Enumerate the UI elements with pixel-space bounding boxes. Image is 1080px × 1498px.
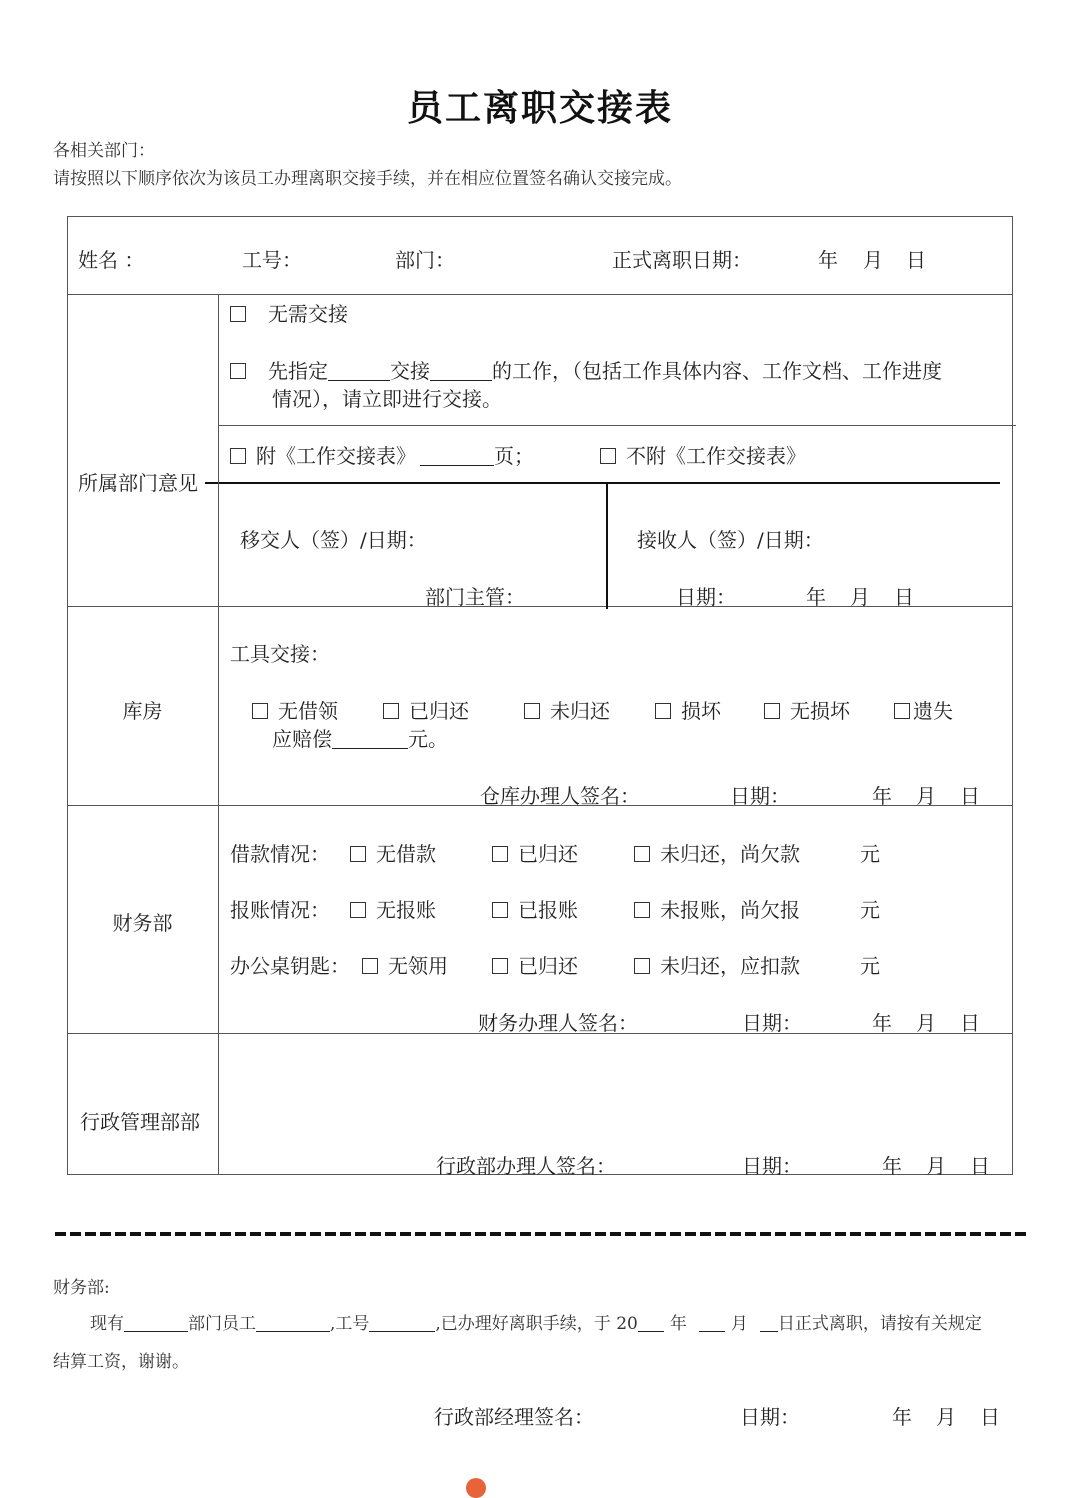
department-label: 部门： — [395, 248, 455, 272]
notice-date-label: 日期： — [740, 1405, 800, 1429]
checkbox[interactable] — [230, 363, 246, 379]
employee-id-blank[interactable] — [369, 1313, 435, 1332]
checkbox[interactable] — [524, 703, 540, 719]
warehouse-label: 库房 — [122, 699, 163, 723]
year-label: 年 — [882, 1154, 902, 1178]
option-returned[interactable]: 已归还 — [383, 695, 469, 724]
month-label: 月 — [850, 585, 870, 609]
month-label: 月 — [936, 1405, 956, 1429]
checkbox[interactable] — [230, 306, 246, 322]
handover-person-label: 移交人（签）/日期： — [240, 528, 427, 552]
checkbox[interactable] — [655, 703, 671, 719]
admin-signer-label: 行政部办理人签名： — [436, 1154, 616, 1178]
notice-body-cont: 结算工资，谢谢。 — [53, 1352, 189, 1372]
checkbox[interactable] — [600, 448, 616, 464]
option-attach[interactable]: 附《工作交接表》 页； — [230, 440, 534, 469]
yuan-label: 元 — [860, 842, 880, 866]
option-expensed[interactable]: 已报账 — [492, 894, 578, 923]
month-blank[interactable] — [699, 1313, 725, 1332]
finance-date-label: 日期： — [742, 1011, 802, 1035]
compensation-blank[interactable] — [332, 730, 408, 749]
day-label: 日 — [894, 585, 914, 609]
year-label: 年 — [872, 1011, 892, 1035]
tools-handover-label: 工具交接： — [230, 642, 330, 666]
dept-blank[interactable] — [124, 1313, 188, 1332]
checkbox[interactable] — [350, 846, 366, 862]
month-label: 月 — [916, 1011, 936, 1035]
dept-opinion-label: 所属部门意见 — [78, 471, 198, 495]
warehouse-signer-label: 仓库办理人签名： — [480, 784, 640, 808]
designate-from-blank[interactable] — [328, 362, 390, 381]
year-label: 年 — [892, 1405, 912, 1429]
day-label: 日 — [906, 248, 926, 272]
day-label: 日 — [980, 1405, 1000, 1429]
option-expense-owed[interactable]: 未报账，尚欠报 — [634, 894, 800, 923]
expense-status-label: 报账情况： — [230, 898, 330, 922]
year-label: 年 — [806, 585, 826, 609]
warehouse-date-label: 日期： — [730, 784, 790, 808]
checkbox[interactable] — [383, 703, 399, 719]
option-no-attach[interactable]: 不附《工作交接表》 — [600, 440, 806, 469]
receiver-label: 接收人（签）/日期： — [637, 528, 824, 552]
option-undamaged[interactable]: 无损坏 — [764, 695, 850, 724]
option-designate-cont: 情况），请立即进行交接。 — [272, 387, 502, 411]
compensation-line: 应赔偿 元。 — [272, 727, 448, 751]
option-no-expense[interactable]: 无报账 — [350, 894, 436, 923]
checkbox[interactable] — [252, 703, 268, 719]
greeting: 各相关部门： — [53, 141, 155, 161]
day-label: 日 — [960, 1011, 980, 1035]
employee-blank[interactable] — [256, 1313, 330, 1332]
day-blank[interactable] — [760, 1313, 778, 1332]
cut-line-divider — [55, 1232, 1027, 1236]
option-loan-returned[interactable]: 已归还 — [492, 838, 578, 867]
notice-body: 现有 部门员工 ,工号 ,已办理好离职手续，于 20 年 月 日正式离职，请按有关规定 — [90, 1314, 982, 1334]
year-label: 年 — [872, 784, 892, 808]
option-key-returned[interactable]: 已归还 — [492, 950, 578, 979]
checkbox[interactable] — [230, 448, 246, 464]
option-no-handover[interactable]: 无需交接 — [230, 298, 348, 327]
year-label: 年 — [818, 248, 838, 272]
checkbox[interactable] — [634, 902, 650, 918]
checkbox[interactable] — [894, 703, 910, 719]
supervisor-label: 部门主管： — [425, 585, 525, 609]
admin-manager-signer-label: 行政部经理签名： — [434, 1405, 594, 1429]
year-blank[interactable] — [638, 1313, 664, 1332]
leave-date-label: 正式离职日期： — [612, 248, 752, 272]
finance-signer-label: 财务办理人签名： — [478, 1011, 638, 1035]
attach-pages-blank[interactable] — [420, 447, 494, 466]
finance-label: 财务部 — [112, 911, 173, 935]
checkbox[interactable] — [350, 902, 366, 918]
day-label: 日 — [960, 784, 980, 808]
name-label: 姓名 ： — [78, 248, 145, 272]
page-title: 员工离职交接表 — [406, 87, 673, 129]
option-key-none[interactable]: 无领用 — [362, 950, 448, 979]
month-label: 月 — [926, 1154, 946, 1178]
option-key-deduct[interactable]: 未归还，应扣款 — [634, 950, 800, 979]
checkbox[interactable] — [492, 846, 508, 862]
decorative-dot — [466, 1478, 486, 1498]
admin-date-label: 日期： — [742, 1154, 802, 1178]
option-lost[interactable]: 遗失 — [894, 695, 953, 724]
admin-dept-label: 行政管理部部 — [80, 1110, 200, 1134]
option-loan-owed[interactable]: 未归还，尚欠款 — [634, 838, 800, 867]
yuan-label: 元 — [860, 954, 880, 978]
checkbox[interactable] — [764, 703, 780, 719]
desk-key-label: 办公桌钥匙： — [230, 954, 350, 978]
checkbox[interactable] — [492, 902, 508, 918]
option-not-returned[interactable]: 未归还 — [524, 695, 610, 724]
option-designate[interactable]: 先指定 交接 的工作，（包括工作具体内容、工作文档、工作进度 — [230, 355, 942, 384]
month-label: 月 — [916, 784, 936, 808]
employee-id-label: 工号： — [242, 248, 302, 272]
option-damaged[interactable]: 损坏 — [655, 695, 721, 724]
yuan-label: 元 — [860, 898, 880, 922]
option-no-loan[interactable]: 无借款 — [350, 838, 436, 867]
day-label: 日 — [970, 1154, 990, 1178]
checkbox[interactable] — [634, 958, 650, 974]
instruction: 请按照以下顺序依次为该员工办理离职交接手续，并在相应位置签名确认交接完成。 — [53, 169, 682, 189]
checkbox[interactable] — [362, 958, 378, 974]
option-no-borrow[interactable]: 无借领 — [252, 695, 338, 724]
loan-status-label: 借款情况： — [230, 842, 330, 866]
checkbox[interactable] — [634, 846, 650, 862]
checkbox[interactable] — [492, 958, 508, 974]
designate-to-blank[interactable] — [430, 362, 492, 381]
notice-addressee: 财务部: — [53, 1278, 110, 1298]
dept-date-label: 日期： — [676, 585, 736, 609]
month-label: 月 — [863, 248, 883, 272]
